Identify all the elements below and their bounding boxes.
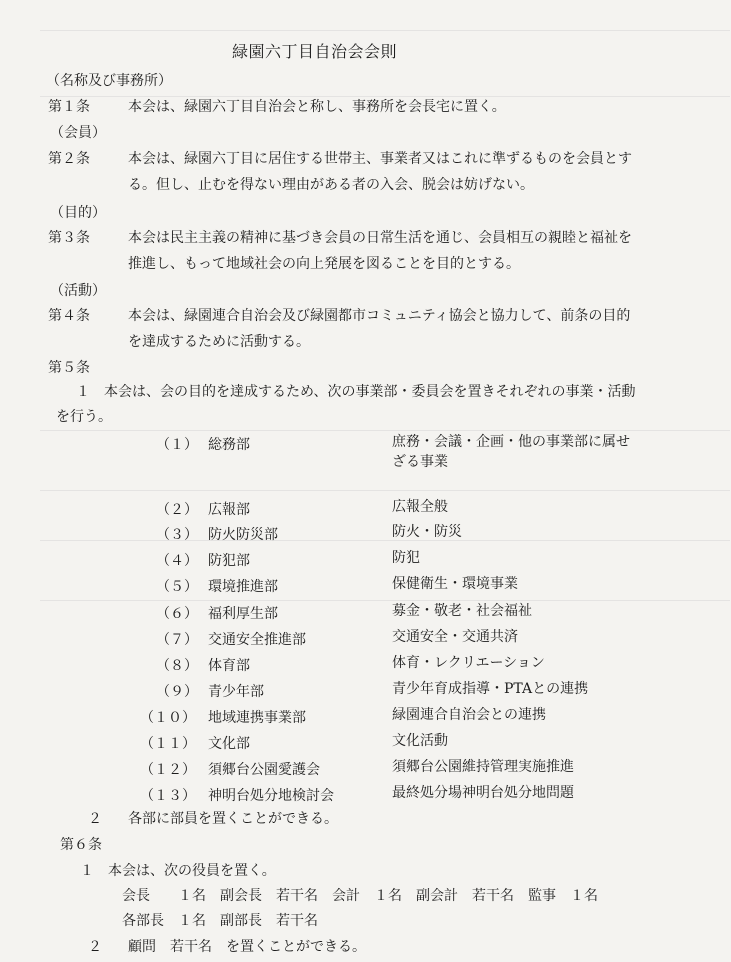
article-text: を行う。 <box>56 409 112 425</box>
clause-text: １ 本会は、次の役員を置く。 <box>80 863 276 879</box>
officers-list: 会長 １名 副会長 若干名 会計 １名 副会計 若干名 監事 １名 <box>122 888 598 904</box>
department-name: 総務部 <box>208 437 250 453</box>
department-number: （６） <box>156 606 198 622</box>
department-number: （５） <box>156 579 198 595</box>
clause-text: 各部に部員を置くことができる。 <box>128 811 338 827</box>
department-name: 防犯部 <box>208 553 250 569</box>
department-name: 福利厚生部 <box>208 606 278 622</box>
department-description: 青少年育成指導・PTAとの連携 <box>392 681 589 697</box>
department-description: 防犯 <box>392 550 420 566</box>
bleed-through-line <box>40 490 730 491</box>
department-number: （２） <box>156 502 198 518</box>
department-number: （９） <box>156 684 198 700</box>
department-name: 地域連携事業部 <box>208 710 306 726</box>
article-label: 第３条 <box>48 230 90 246</box>
department-name: 環境推進部 <box>208 579 278 595</box>
article-text: る。但し、止むを得ない理由がある者の入会、脱会は妨げない。 <box>128 177 534 193</box>
department-number: （３） <box>156 527 198 543</box>
article-label: 第１条 <box>48 99 90 115</box>
department-description: 緑園連合自治会との連携 <box>392 707 546 723</box>
department-description: 交通安全・交通共済 <box>392 629 518 645</box>
article-text: １ 本会は、会の目的を達成するため、次の事業部・委員会を置きそれぞれの事業・活動 <box>76 384 636 400</box>
article-label: 第４条 <box>48 308 90 324</box>
department-name: 須郷台公園愛護会 <box>208 762 320 778</box>
article-text: 本会は民主主義の精神に基づき会員の日常生活を通じ、会員相互の親睦と福祉を <box>128 230 632 246</box>
article-heading: （会員） <box>50 125 106 141</box>
article-text: 推進し、もって地域社会の向上発展を図ることを目的とする。 <box>128 256 520 272</box>
department-name: 青少年部 <box>208 684 264 700</box>
clause-number: ２ <box>88 811 102 827</box>
department-number: （４） <box>156 553 198 569</box>
department-description: 募金・敬老・社会福祉 <box>392 603 532 619</box>
article-heading: （活動） <box>50 283 106 299</box>
officers-list: 各部長 １名 副部長 若干名 <box>122 913 318 929</box>
article-label: 第６条 <box>60 837 102 853</box>
article-text: 本会は、緑園六丁目に居住する世帯主、事業者又はこれに準ずるものを会員とす <box>128 151 632 167</box>
article-heading: （名称及び事務所） <box>46 73 172 89</box>
article-label: 第５条 <box>48 360 90 376</box>
department-name: 広報部 <box>208 502 250 518</box>
article-heading: （目的） <box>50 205 106 221</box>
department-number: （８） <box>156 658 198 674</box>
department-name: 文化部 <box>208 736 250 752</box>
department-description: 体育・レクリエーション <box>392 655 545 671</box>
department-number: （１３） <box>140 788 196 804</box>
article-text: を達成するために活動する。 <box>128 334 310 350</box>
department-name: 神明台処分地検討会 <box>208 788 334 804</box>
department-name: 体育部 <box>208 658 250 674</box>
clause-number: ２ <box>88 939 102 955</box>
department-number: （７） <box>156 632 198 648</box>
bleed-through-line <box>40 430 730 431</box>
bleed-through-line <box>40 30 730 31</box>
article-text: 本会は、緑園連合自治会及び緑園都市コミュニティ協会と協力して、前条の目的 <box>128 308 631 324</box>
department-name: 防火防災部 <box>208 527 278 543</box>
department-description: 庶務・会議・企画・他の事業部に属せざる事業 <box>392 434 630 470</box>
department-description: 保健衛生・環境事業 <box>392 576 518 592</box>
article-text: 本会は、緑園六丁目自治会と称し、事務所を会長宅に置く。 <box>128 99 506 115</box>
department-description: 広報全般 <box>392 499 448 515</box>
department-number: （１０） <box>140 710 196 726</box>
bleed-through-line <box>40 540 730 541</box>
department-description: 防火・防災 <box>392 524 462 540</box>
article-label: 第２条 <box>48 151 90 167</box>
department-name: 交通安全推進部 <box>208 632 306 648</box>
clause-text: 顧問 若干名 を置くことができる。 <box>128 939 366 955</box>
department-description: 文化活動 <box>392 733 448 749</box>
bleed-through-line <box>40 600 730 601</box>
document-title: 緑園六丁目自治会会則 <box>232 42 398 61</box>
department-number: （１１） <box>140 736 196 752</box>
department-number: （１） <box>156 437 198 453</box>
department-number: （１２） <box>140 762 196 778</box>
department-description: 最終処分場神明台処分地問題 <box>392 785 574 801</box>
department-description: 須郷台公園維持管理実施推進 <box>392 759 574 775</box>
